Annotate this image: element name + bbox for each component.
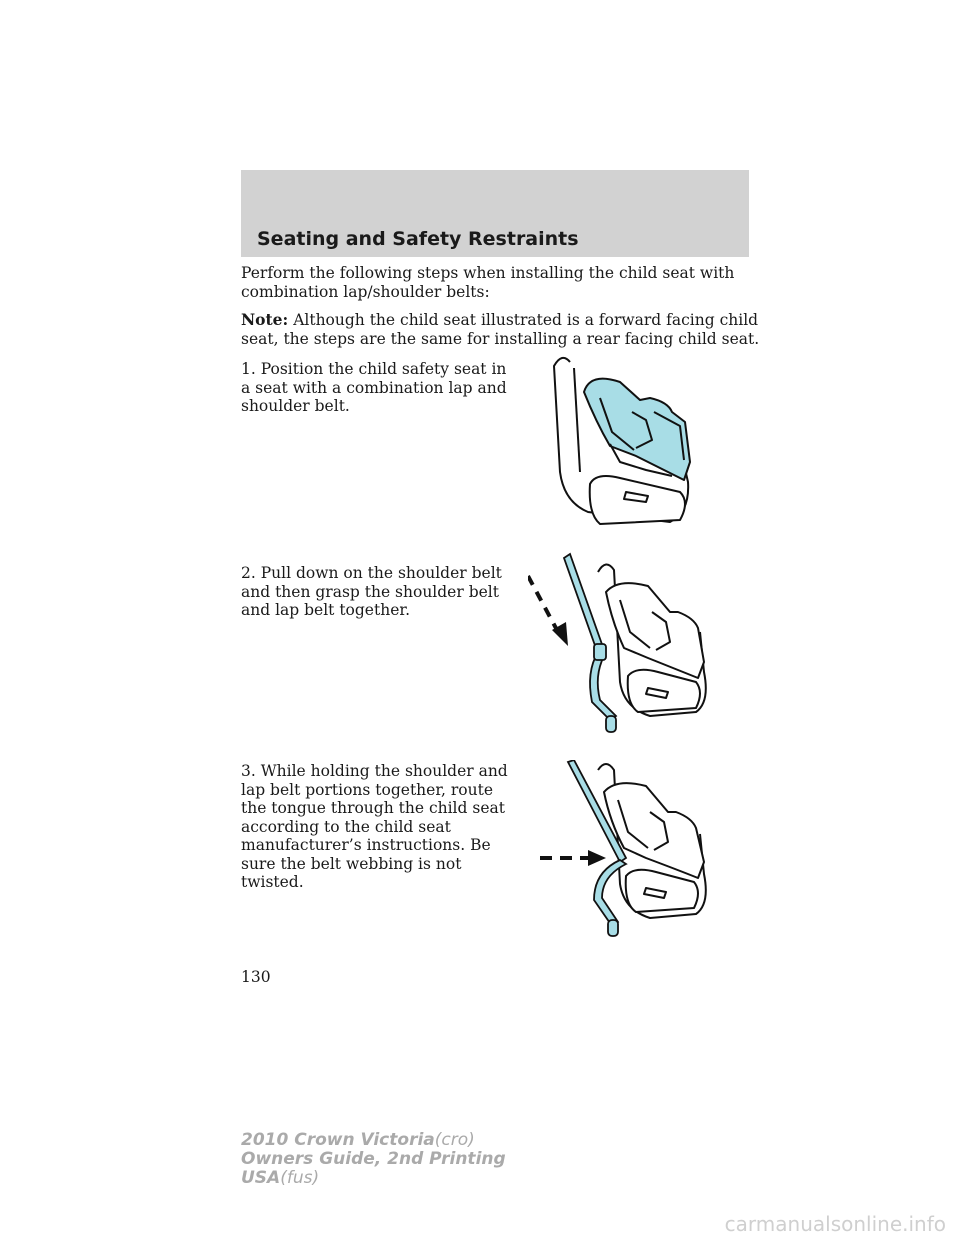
footer-market-code: (fus) (280, 1168, 320, 1188)
intro-paragraph: Perform the following steps when installing the child seat with combination lap/shoulder belts: (241, 264, 735, 301)
note-label: Note: (241, 310, 289, 329)
arrow-icon (540, 850, 606, 866)
figure-step-3 (528, 760, 718, 945)
child-seat-illustration (554, 358, 690, 524)
footer-market: USA (241, 1168, 281, 1188)
figure-step-2 (528, 552, 718, 742)
note-text: Although the child seat illustrated is a forward facing child seat, the steps are the same for installing a rear facing child seat. (241, 311, 760, 348)
arrow-icon (528, 576, 568, 646)
step-3: 3. While holding the shoulder and lap belt portions together, route the tongue through the child seat according to the child seat manufacturer’s instructions. Be sure the belt webbing is not twisted. (241, 762, 508, 891)
footer-model-code: (cro) (434, 1130, 475, 1150)
footer (241, 1131, 506, 1188)
watermark[interactable]: carmanualsonline.info (724, 1212, 946, 1236)
lap-belt (590, 652, 616, 720)
step-1: 1. Position the child safety seat in a seat with a combination lap and shoulder belt. (241, 360, 507, 415)
footer-model: 2010 Crown Victoria (241, 1130, 435, 1150)
note-paragraph (241, 311, 761, 348)
footer-line-1 (241, 1131, 506, 1150)
belt-latch (594, 644, 606, 660)
figure-step-1 (540, 352, 720, 542)
belt-tongue (606, 716, 616, 732)
child-seat-illustration (598, 564, 706, 716)
shoulder-belt (564, 554, 604, 654)
page-title: Seating and Safety Restraints (257, 228, 579, 250)
footer-line-3 (241, 1169, 506, 1188)
step-2: 2. Pull down on the shoulder belt and then grasp the shoulder belt and lap belt together. (241, 564, 502, 619)
footer-guide: Owners Guide, 2nd Printing (241, 1149, 506, 1169)
belt-tongue (608, 920, 618, 936)
page-number: 130 (241, 968, 271, 986)
